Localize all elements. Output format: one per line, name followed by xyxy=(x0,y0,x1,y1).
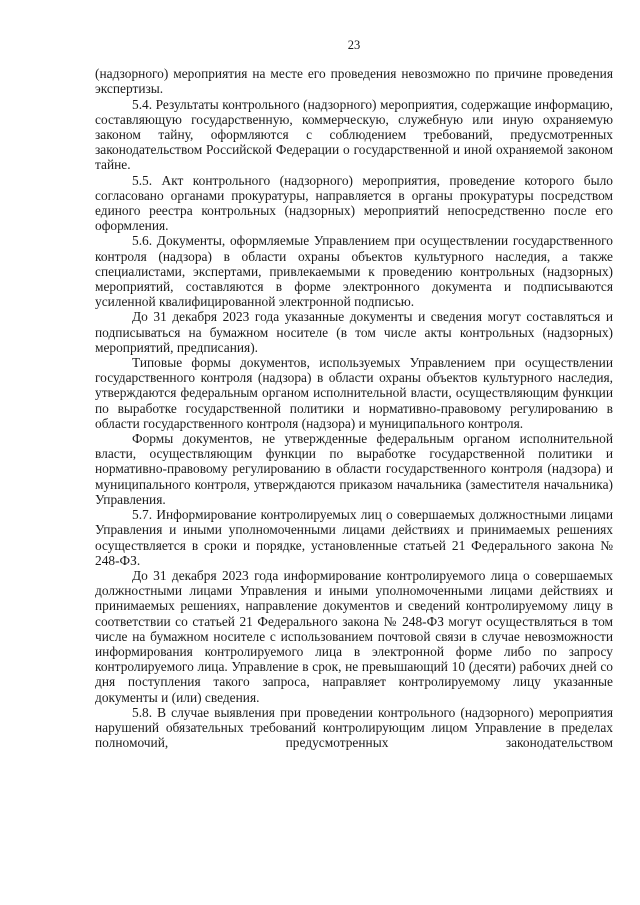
paragraph: Типовые формы документов, используемых Управлением при осуществлении государственного контроля (надзора) в области охраны объектов культурного наследия, утверждаются федеральным органом исполнительной власти, осуществляющим функции по выработке государственной политики и нормативно-правовому регулированию в области государственного контроля (надзора) и муниципального контроля. xyxy=(95,355,613,431)
page-number: 23 xyxy=(347,38,361,52)
paragraph: До 31 декабря 2023 года информирование контролируемого лица о совершаемых должностными лицами Управления и иными уполномоченными лицами действиях и принимаемых решениях, направление документов и сведений контролируемому лицу в соответствии со статьей 21 Федерального закона № 248-ФЗ могут осуществляться в том числе на бумажном носителе с использованием почтовой связи в случае невозможности информирования контролируемого лица в электронной форме либо по запросу контролируемого лица. Управление в срок, не превышающий 10 (десяти) рабочих дней со дня поступления такого запроса, направляет контролируемому лицу указанные документы и (или) сведения. xyxy=(95,567,613,705)
paragraph: 5.8. В случае выявления при проведении контрольного (надзорного) мероприятия нарушений обязательных требований контролирующим лицом Управление в пределах полномочий, предусмотренных законодательством xyxy=(95,704,613,751)
document-page xyxy=(95,38,613,750)
paragraph: Формы документов, не утвержденные федеральным органом исполнительной власти, осуществляющим функции по выработке государственной политики и нормативно-правовому регулированию в области государственного контроля (надзора) и муниципального контроля, утверждаются приказом начальника (заместителя начальника) Управления. xyxy=(95,431,613,507)
paragraph: 5.4. Результаты контрольного (надзорного) мероприятия, содержащие информацию, составляющую государственную, коммерческую, служебную или иную охраняемую законом тайну, оформляются с соблюдением требований, предусмотренных законодательством Российской Федерации о государственной и иной охраняемой законом тайне. xyxy=(95,96,613,173)
paragraph: 5.6. Документы, оформляемые Управлением при осуществлении государственного контроля (надзора) в области охраны объектов культурного наследия, а также специалистами, экспертами, привлекаемыми к проведению контрольных (надзорных) мероприятий, составляются в форме электронного документа и подписываются усиленной квалифицированной электронной подписью. xyxy=(95,233,613,310)
paragraph: 5.7. Информирование контролируемых лиц о совершаемых должностными лицами Управления и иными уполномоченными лицами действиях и принимаемых решениях осуществляется в сроки и порядке, установленные статьей 21 Федерального закона № 248-ФЗ. xyxy=(95,507,613,568)
paragraph: До 31 декабря 2023 года указанные документы и сведения могут составляться и подписываться на бумажном носителе (в том числе акты контрольных (надзорных) мероприятий, предписания). xyxy=(95,309,613,355)
document-body xyxy=(95,66,613,750)
paragraph: 5.5. Акт контрольного (надзорного) мероприятия, проведение которого было согласовано органами прокуратуры, направляется в органы прокуратуры посредством единого реестра контрольных (надзорных) мероприятий непосредственно после его оформления. xyxy=(95,172,613,234)
paragraph: (надзорного) мероприятия на месте его проведения невозможно по причине проведения экспертизы. xyxy=(95,66,613,97)
